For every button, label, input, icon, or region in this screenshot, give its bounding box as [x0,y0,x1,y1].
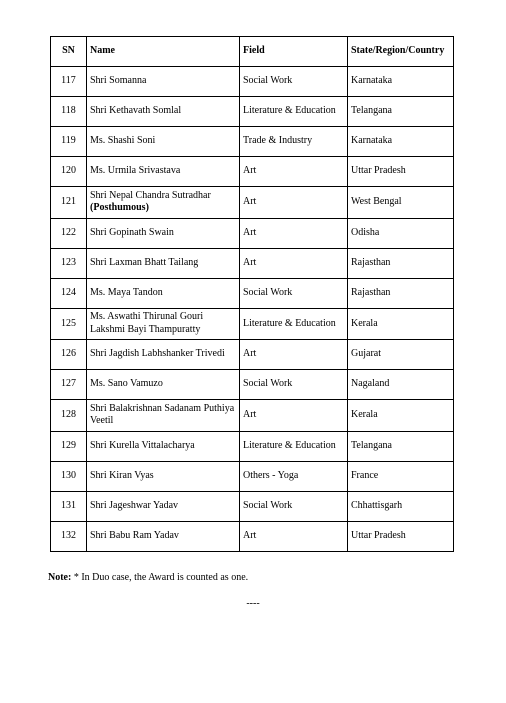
cell-field: Art [240,400,348,432]
cell-name: Ms. Aswathi Thirunal Gouri Lakshmi Bayi Thampuratty [87,308,240,340]
cell-sn: 128 [51,400,87,432]
cell-name: Shri Babu Ram Yadav [87,521,240,551]
cell-sn: 131 [51,491,87,521]
cell-field: Social Work [240,278,348,308]
cell-state: Nagaland [348,370,454,400]
cell-state: Telangana [348,97,454,127]
table-row [51,400,454,432]
cell-name: Shri Jagdish Labhshanker Trivedi [87,340,240,370]
table-row [51,491,454,521]
table-row [51,248,454,278]
header-sn: SN [51,37,87,67]
cell-sn: 127 [51,370,87,400]
cell-sn: 120 [51,157,87,187]
cell-field: Literature & Education [240,97,348,127]
header-state: State/Region/Country [348,37,454,67]
header-field: Field [240,37,348,67]
cell-state: Uttar Pradesh [348,521,454,551]
header-name: Name [87,37,240,67]
table-row [51,370,454,400]
cell-name [87,187,240,219]
cell-name: Ms. Sano Vamuzo [87,370,240,400]
cell-sn: 118 [51,97,87,127]
table-row [51,340,454,370]
table-row [51,157,454,187]
cell-field: Social Work [240,370,348,400]
end-mark: ---- [246,598,260,609]
cell-state: Rajasthan [348,248,454,278]
cell-field: Art [240,248,348,278]
footnote [48,572,248,583]
cell-state: West Bengal [348,187,454,219]
cell-name: Shri Balakrishnan Sadanam Puthiya Veetil [87,400,240,432]
cell-field: Art [240,157,348,187]
cell-state: Kerala [348,308,454,340]
cell-state: Chhattisgarh [348,491,454,521]
cell-sn: 125 [51,308,87,340]
cell-field: Art [240,340,348,370]
cell-name: Ms. Urmila Srivastava [87,157,240,187]
posthumous-note: (Posthumous) [90,202,149,214]
cell-name: Shri Gopinath Swain [87,218,240,248]
cell-sn: 123 [51,248,87,278]
cell-sn: 132 [51,521,87,551]
cell-sn: 117 [51,67,87,97]
cell-sn: 129 [51,431,87,461]
table-row [51,521,454,551]
cell-field: Art [240,187,348,219]
cell-sn: 124 [51,278,87,308]
cell-name: Ms. Shashi Soni [87,127,240,157]
cell-field: Social Work [240,491,348,521]
cell-name: Shri Laxman Bhatt Tailang [87,248,240,278]
cell-name: Shri Kiran Vyas [87,461,240,491]
cell-state: Gujarat [348,340,454,370]
table-row [51,278,454,308]
table-row [51,431,454,461]
cell-name: Shri Somanna [87,67,240,97]
table-row [51,218,454,248]
cell-name: Shri Kurella Vittalacharya [87,431,240,461]
table-row [51,97,454,127]
cell-state: Odisha [348,218,454,248]
cell-state: Kerala [348,400,454,432]
cell-state: Uttar Pradesh [348,157,454,187]
cell-field: Literature & Education [240,308,348,340]
cell-state: Karnataka [348,127,454,157]
cell-sn: 130 [51,461,87,491]
note-label: Note: [48,572,72,583]
awardees-table [50,36,454,552]
cell-field: Others - Yoga [240,461,348,491]
cell-state: Telangana [348,431,454,461]
table-row [51,461,454,491]
name-text: Shri Nepal Chandra Sutradhar [90,189,211,201]
cell-name: Shri Kethavath Somlal [87,97,240,127]
cell-sn: 126 [51,340,87,370]
table-row [51,67,454,97]
cell-sn: 122 [51,218,87,248]
cell-state: Rajasthan [348,278,454,308]
cell-field: Trade & Industry [240,127,348,157]
note-text: * In Duo case, the Award is counted as one. [71,572,249,583]
cell-field: Social Work [240,67,348,97]
cell-sn: 121 [51,187,87,219]
table-row [51,308,454,340]
table-row [51,187,454,219]
cell-field: Art [240,521,348,551]
cell-state: France [348,461,454,491]
table-header-row [51,37,454,67]
cell-sn: 119 [51,127,87,157]
cell-name: Ms. Maya Tandon [87,278,240,308]
cell-field: Art [240,218,348,248]
cell-field: Literature & Education [240,431,348,461]
table-row [51,127,454,157]
cell-state: Karnataka [348,67,454,97]
cell-name: Shri Jageshwar Yadav [87,491,240,521]
